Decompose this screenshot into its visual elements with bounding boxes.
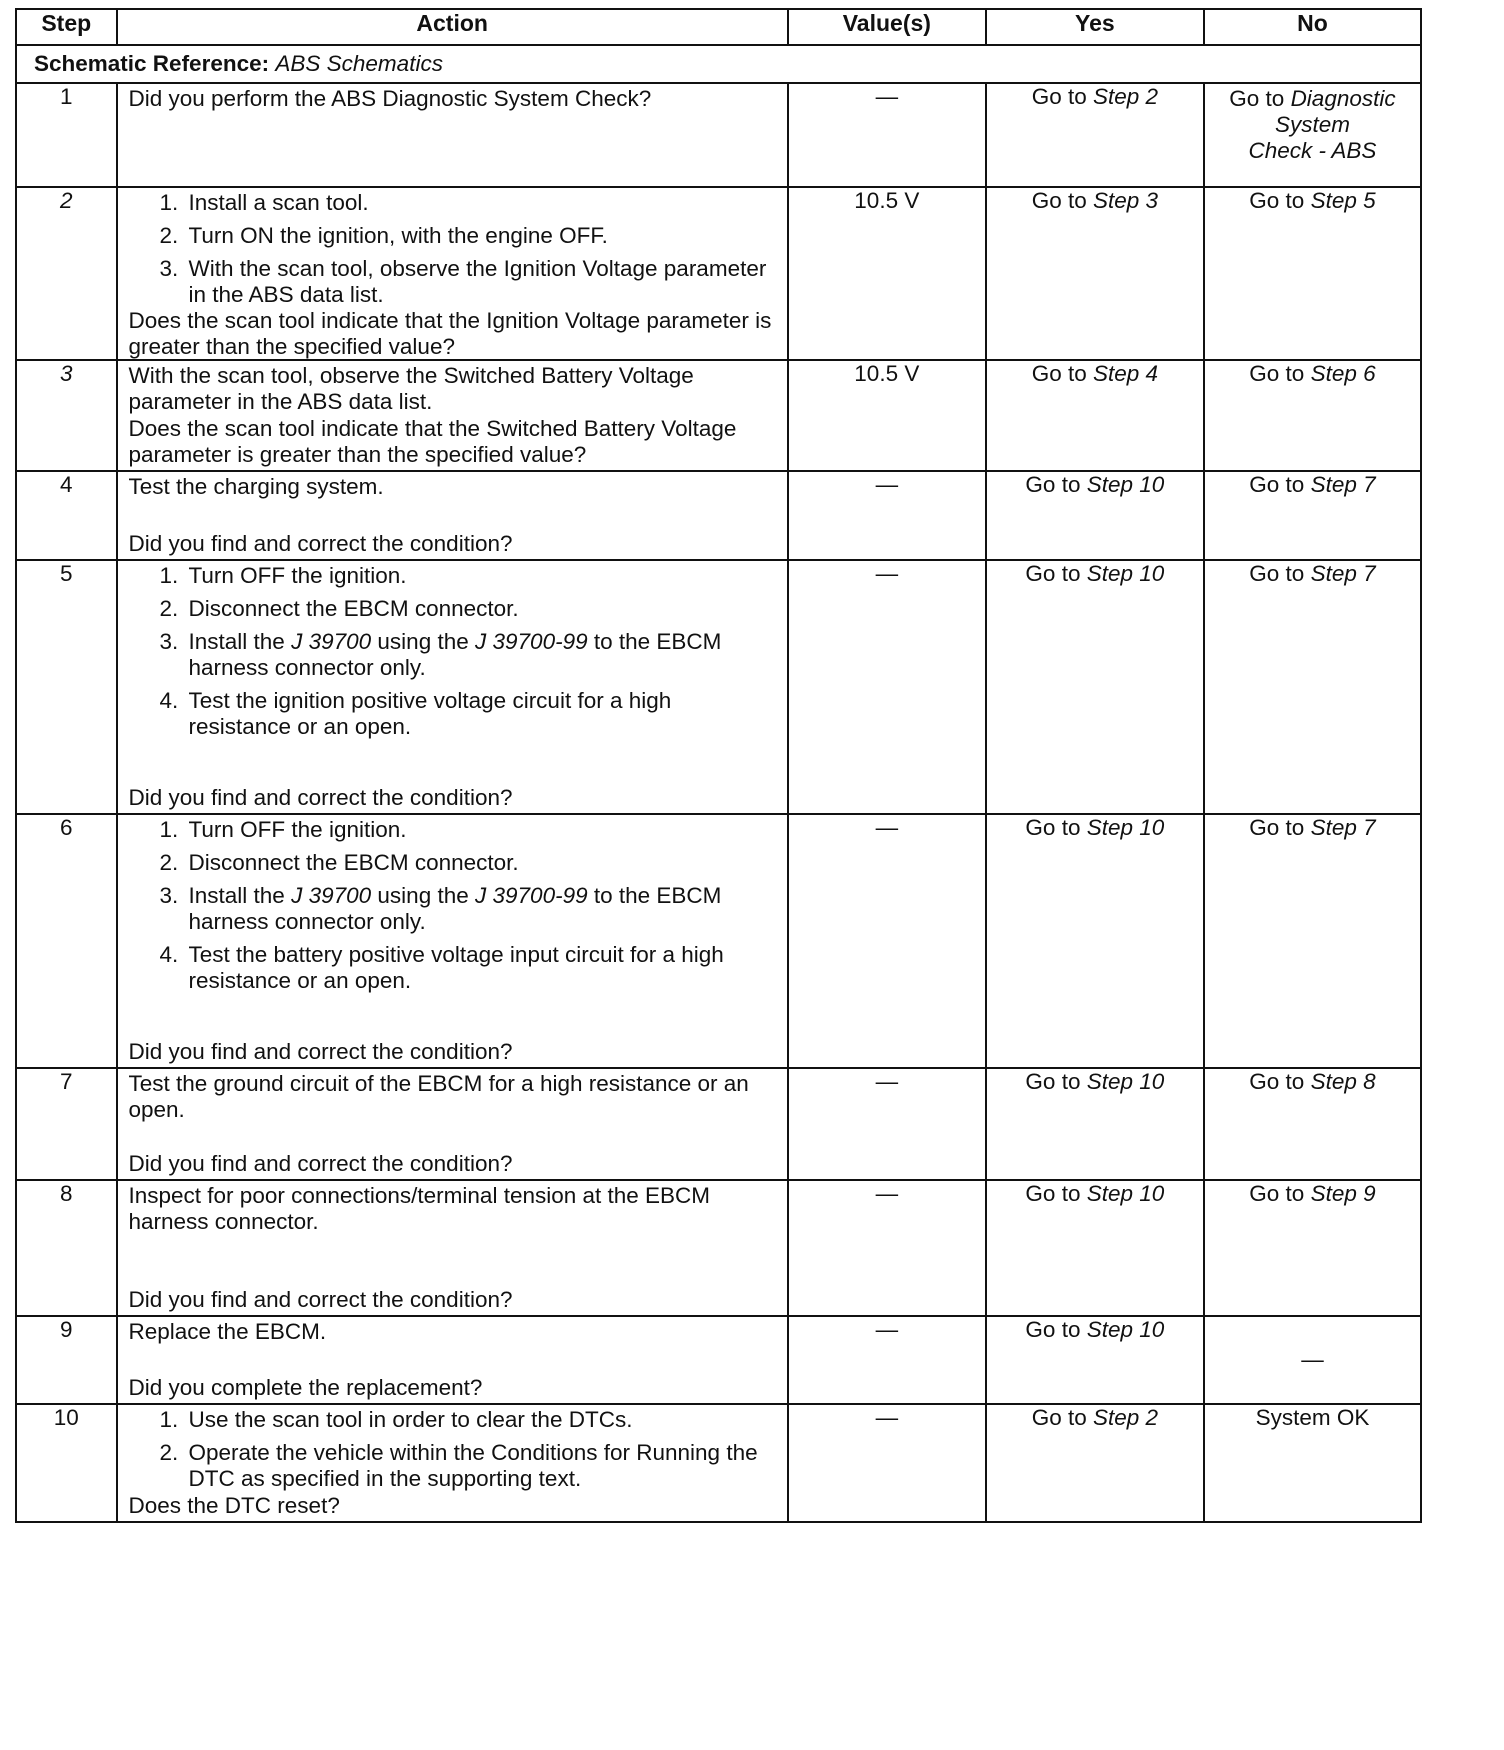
value-cell: — bbox=[788, 814, 986, 1068]
yes-cell bbox=[986, 560, 1204, 814]
yes-step-link[interactable]: Step 10 bbox=[1086, 472, 1165, 497]
step-number: 2 bbox=[16, 187, 117, 360]
table-row bbox=[16, 471, 1421, 560]
instruction-item: 4. Test the battery positive voltage input circuit for a high resistance or an open. bbox=[185, 942, 779, 994]
action-text: Test the charging system. bbox=[128, 474, 384, 499]
step-number: 7 bbox=[16, 1068, 117, 1180]
action-cell bbox=[117, 1316, 788, 1404]
action-text: Inspect for poor connections/terminal tension at the EBCM harness connector. bbox=[128, 1183, 711, 1234]
yes-cell bbox=[986, 1404, 1204, 1522]
instruction-item: 4. Test the ignition positive voltage circuit for a high resistance or an open. bbox=[185, 688, 779, 740]
value-cell: — bbox=[788, 83, 986, 187]
action-question: Does the scan tool indicate that the Ignition Voltage parameter is greater than the specified value? bbox=[128, 308, 772, 359]
action-question: Did you find and correct the condition? bbox=[128, 1039, 513, 1064]
no-step-link[interactable]: Step 7 bbox=[1310, 472, 1376, 497]
yes-cell bbox=[986, 360, 1204, 471]
no-step-link[interactable]: Step 5 bbox=[1310, 188, 1376, 213]
instruction-item: 2. Disconnect the EBCM connector. bbox=[185, 596, 779, 622]
no-step-link[interactable]: Step 8 bbox=[1310, 1069, 1376, 1094]
table-row bbox=[16, 1068, 1421, 1180]
instruction-list bbox=[129, 817, 779, 994]
instruction-text: Install the bbox=[188, 629, 285, 654]
table-row bbox=[16, 1316, 1421, 1404]
instruction-item bbox=[185, 883, 779, 935]
action-question: Does the DTC reset? bbox=[128, 1493, 340, 1518]
instruction-item bbox=[185, 629, 779, 681]
no-cell bbox=[1204, 560, 1421, 814]
instruction-item: 3. With the scan tool, observe the Ignition Voltage parameter in the ABS data list. bbox=[185, 256, 779, 308]
table-row bbox=[16, 814, 1421, 1068]
no-link-line1[interactable]: Diagnostic bbox=[1290, 86, 1396, 111]
go-to-label: Go to bbox=[1025, 561, 1081, 586]
header-row bbox=[16, 9, 1421, 45]
yes-step-link[interactable]: Step 10 bbox=[1086, 1317, 1165, 1342]
instruction-list bbox=[129, 563, 779, 740]
instruction-item: 1. Use the scan tool in order to clear the DTCs. bbox=[185, 1407, 779, 1433]
no-cell bbox=[1204, 1068, 1421, 1180]
yes-step-link[interactable]: Step 10 bbox=[1086, 1181, 1165, 1206]
table-row bbox=[16, 1180, 1421, 1316]
go-to-label: Go to bbox=[1249, 1181, 1305, 1206]
instruction-text: using the bbox=[377, 629, 469, 654]
step-number: 1 bbox=[16, 83, 117, 187]
instruction-item: 2. Turn ON the ignition, with the engine OFF. bbox=[185, 223, 779, 249]
action-question: Did you complete the replacement? bbox=[128, 1375, 483, 1400]
instruction-item: 1. Turn OFF the ignition. bbox=[185, 563, 779, 589]
yes-step-link[interactable]: Step 4 bbox=[1092, 361, 1159, 386]
step-number: 8 bbox=[16, 1180, 117, 1316]
value-cell: — bbox=[788, 471, 986, 560]
action-question: Did you find and correct the condition? bbox=[128, 531, 513, 556]
go-to-label: Go to bbox=[1025, 472, 1081, 497]
yes-cell bbox=[986, 1180, 1204, 1316]
tool-reference: J 39700 bbox=[291, 883, 372, 908]
action-question: Did you find and correct the condition? bbox=[128, 1151, 513, 1176]
tool-reference: J 39700-99 bbox=[475, 629, 588, 654]
value-cell: — bbox=[788, 1068, 986, 1180]
go-to-label: Go to bbox=[1031, 84, 1087, 109]
header-step: Step bbox=[16, 9, 117, 45]
no-cell: System OK bbox=[1204, 1404, 1421, 1522]
step-number: 4 bbox=[16, 471, 117, 560]
value-cell: 10.5 V bbox=[788, 187, 986, 360]
no-step-link[interactable]: Step 6 bbox=[1310, 361, 1376, 386]
step-number: 9 bbox=[16, 1316, 117, 1404]
action-cell bbox=[117, 1068, 788, 1180]
yes-cell bbox=[986, 471, 1204, 560]
header-values: Value(s) bbox=[788, 9, 986, 45]
tool-reference: J 39700-99 bbox=[475, 883, 588, 908]
no-link-line3[interactable]: Check - ABS bbox=[1248, 138, 1377, 163]
instruction-item: 1. Turn OFF the ignition. bbox=[185, 817, 779, 843]
value-cell: — bbox=[788, 560, 986, 814]
go-to-label: Go to bbox=[1025, 1317, 1081, 1342]
instruction-list bbox=[129, 1407, 779, 1492]
action-text: Replace the EBCM. bbox=[128, 1319, 327, 1344]
no-cell bbox=[1204, 187, 1421, 360]
value-cell: 10.5 V bbox=[788, 360, 986, 471]
go-to-label: Go to bbox=[1249, 1069, 1305, 1094]
header-no: No bbox=[1204, 9, 1421, 45]
value-cell: — bbox=[788, 1404, 986, 1522]
table-row bbox=[16, 1404, 1421, 1522]
instruction-text: using the bbox=[377, 883, 469, 908]
action-cell bbox=[117, 360, 788, 471]
yes-cell bbox=[986, 187, 1204, 360]
go-to-label: Go to bbox=[1229, 86, 1285, 111]
tool-reference: J 39700 bbox=[291, 629, 372, 654]
yes-step-link[interactable]: Step 10 bbox=[1086, 1069, 1165, 1094]
table-row bbox=[16, 83, 1421, 187]
go-to-label: Go to bbox=[1025, 1181, 1081, 1206]
action-cell bbox=[117, 1180, 788, 1316]
go-to-label: Go to bbox=[1031, 361, 1087, 386]
no-cell: — bbox=[1204, 1316, 1421, 1404]
yes-step-link[interactable]: Step 2 bbox=[1092, 1405, 1159, 1430]
yes-step-link[interactable]: Step 2 bbox=[1092, 84, 1159, 109]
step-number: 3 bbox=[16, 360, 117, 471]
schematic-reference-row bbox=[16, 45, 1421, 83]
value-cell: — bbox=[788, 1316, 986, 1404]
action-cell bbox=[117, 471, 788, 560]
instruction-text: to the EBCM harness connector only. bbox=[188, 629, 722, 680]
action-cell bbox=[117, 1404, 788, 1522]
go-to-label: Go to bbox=[1249, 561, 1305, 586]
action-question: Did you find and correct the condition? bbox=[128, 1287, 513, 1312]
go-to-label: Go to bbox=[1249, 472, 1305, 497]
action-text: Test the ground circuit of the EBCM for a high resistance or an open. bbox=[128, 1071, 749, 1122]
action-question: Does the scan tool indicate that the Switched Battery Voltage parameter is greater than the specified value? bbox=[128, 416, 737, 467]
go-to-label: Go to bbox=[1025, 815, 1081, 840]
go-to-label: Go to bbox=[1025, 1069, 1081, 1094]
instruction-text: Install the bbox=[188, 883, 285, 908]
no-step-link[interactable]: Step 7 bbox=[1310, 561, 1376, 586]
action-text: With the scan tool, observe the Switched Battery Voltage parameter in the ABS data list. bbox=[128, 363, 694, 414]
action-cell bbox=[117, 814, 788, 1068]
table-row bbox=[16, 560, 1421, 814]
yes-step-link[interactable]: Step 10 bbox=[1086, 815, 1165, 840]
no-cell bbox=[1204, 471, 1421, 560]
step-number: 10 bbox=[16, 1404, 117, 1522]
action-cell bbox=[117, 83, 788, 187]
schematic-reference-link[interactable]: ABS Schematics bbox=[275, 51, 443, 76]
no-cell bbox=[1204, 83, 1421, 187]
instruction-item: 1. Install a scan tool. bbox=[185, 190, 779, 216]
yes-cell bbox=[986, 1068, 1204, 1180]
no-cell bbox=[1204, 360, 1421, 471]
no-cell bbox=[1204, 814, 1421, 1068]
table-row bbox=[16, 187, 1421, 360]
go-to-label: Go to bbox=[1031, 188, 1087, 213]
header-action: Action bbox=[117, 9, 788, 45]
go-to-label: Go to bbox=[1249, 361, 1305, 386]
go-to-label: Go to bbox=[1249, 188, 1305, 213]
action-text: Did you perform the ABS Diagnostic System Check? bbox=[128, 86, 652, 111]
table-row bbox=[16, 360, 1421, 471]
yes-cell bbox=[986, 83, 1204, 187]
yes-cell bbox=[986, 1316, 1204, 1404]
no-step-link[interactable]: Step 9 bbox=[1310, 1181, 1376, 1206]
no-step-link[interactable]: Step 7 bbox=[1310, 815, 1376, 840]
no-cell bbox=[1204, 1180, 1421, 1316]
value-cell: — bbox=[788, 1180, 986, 1316]
step-number: 5 bbox=[16, 560, 117, 814]
no-link-line2[interactable]: System bbox=[1274, 112, 1350, 137]
action-cell bbox=[117, 560, 788, 814]
yes-cell bbox=[986, 814, 1204, 1068]
instruction-item: 2. Disconnect the EBCM connector. bbox=[185, 850, 779, 876]
instruction-item: 2. Operate the vehicle within the Conditions for Running the DTC as specified in the supporting text. bbox=[185, 1440, 779, 1492]
header-yes: Yes bbox=[986, 9, 1204, 45]
yes-step-link[interactable]: Step 10 bbox=[1086, 561, 1165, 586]
instruction-list bbox=[129, 190, 779, 308]
step-number: 6 bbox=[16, 814, 117, 1068]
instruction-text: to the EBCM harness connector only. bbox=[188, 883, 722, 934]
schematic-reference bbox=[16, 45, 1421, 83]
schematic-reference-label: Schematic Reference: bbox=[34, 51, 270, 76]
action-cell bbox=[117, 187, 788, 360]
go-to-label: Go to bbox=[1031, 1405, 1087, 1430]
action-question: Did you find and correct the condition? bbox=[128, 785, 513, 810]
diagnostic-table bbox=[15, 8, 1422, 1523]
yes-step-link[interactable]: Step 3 bbox=[1092, 188, 1159, 213]
go-to-label: Go to bbox=[1249, 815, 1305, 840]
